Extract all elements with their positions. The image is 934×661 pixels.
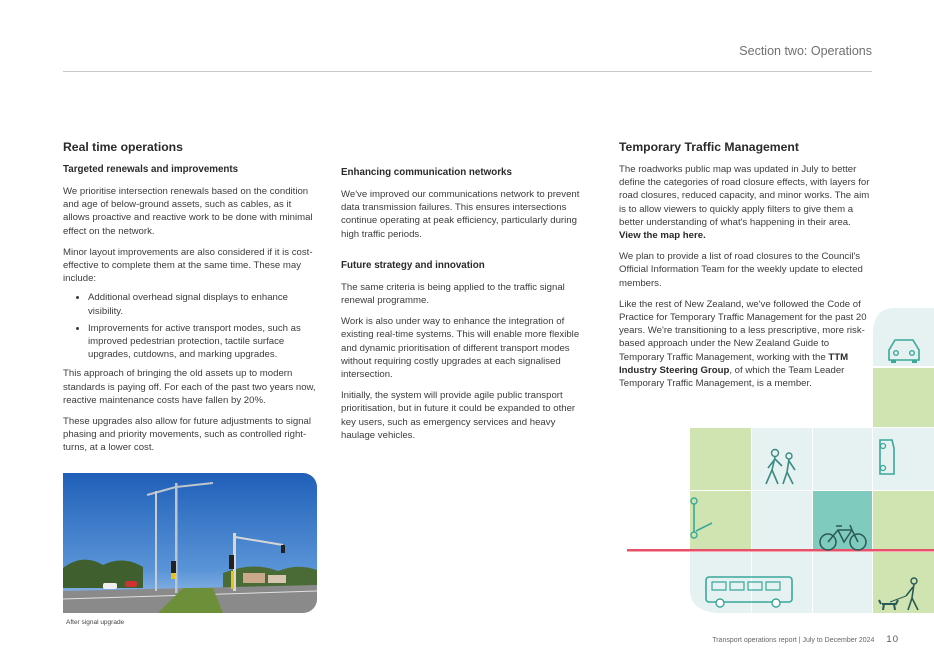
header-divider	[63, 71, 872, 72]
improvement-list	[63, 291, 317, 361]
real-time-operations-heading: Real time operations	[63, 140, 183, 154]
future-strategy-heading: Future strategy and innovation	[341, 259, 485, 271]
temporary-traffic-heading: Temporary Traffic Management	[619, 140, 799, 154]
scooter-icon	[688, 495, 718, 543]
view-map-link[interactable]: View the map here.	[619, 230, 706, 242]
column-communication	[341, 139, 591, 450]
transport-modes-graphic	[620, 300, 934, 620]
paragraph-text: The roadworks public map was updated in July to better define the categories of road closure effects, with layers for road closures, reduced capacity, and minor works. The aim is to allow viewers to quickly apply filters to give them a better understanding of what's happening in their area.	[619, 164, 870, 228]
paragraph: We prioritise intersection renewals based on the condition and age of below-ground assets, such as cables, as it allows proactive and reactive work to be done with minimal effect on the network.	[63, 186, 313, 237]
photo-caption: After signal upgrade	[66, 619, 125, 626]
paragraph: These upgrades also allow for future adjustments to signal phasing and priority movements, such as controlled right-turns, at a lower cost.	[63, 416, 311, 454]
column-real-time-operations	[63, 139, 317, 463]
communication-networks-heading: Enhancing communication networks	[341, 167, 512, 178]
paragraph: Initially, the system will provide agile public transport prioritisation, but in future it could be expanded to other key users, such as emergency services and heavy haulage vehicles.	[341, 390, 576, 441]
paragraph-text: , of which the Team Leader Temporary Traffic Management, is a member.	[619, 364, 845, 390]
page-number: 10	[886, 634, 899, 645]
column-spacer	[341, 139, 591, 166]
paragraph: Minor layout improvements are also considered if it is cost-effective to complete them at the same time. These may include:	[63, 246, 313, 285]
targeted-renewals-heading: Targeted renewals and improvements	[63, 164, 239, 175]
signal-upgrade-photo	[63, 473, 317, 613]
car-icon	[885, 336, 923, 364]
report-title: Transport operations report | July to December 2024	[712, 637, 875, 644]
section-header: Section two: Operations	[739, 44, 872, 58]
paragraph-text: Like the rest of New Zealand, we've followed the Code of Practice for Temporary Traffic Management for the past 20 years. We're transitioning to a less prescriptive, more risk-based approach under the New Zealand Guide to Temporary Traffic Management, working with the	[619, 298, 867, 363]
list-item: • Improvements for active transport modes, such as improved pedestrian protection, tactile surface upgrades, cutdowns, and marking upgrades.	[88, 322, 317, 362]
pedestrians-icon	[760, 448, 804, 488]
paragraph: Work is also under way to enhance the integration of existing real-time systems. This will enable more flexible and dynamic prioritisation of different transport modes without requiring costly upgrades at each signalised intersection.	[341, 316, 580, 381]
bicycle-icon	[818, 522, 868, 552]
dog-walker-icon	[878, 576, 928, 614]
list-item: • Additional overhead signal displays to enhance visibility.	[88, 291, 317, 317]
car-side-icon	[876, 434, 898, 482]
paragraph: We plan to provide a list of road closures to the Council's Official Information Team for the weekly update to elected members.	[619, 251, 863, 289]
ttm-group-name: TTM Industry Steering Group	[619, 351, 849, 376]
page-footer	[712, 634, 899, 645]
paragraph	[619, 163, 871, 242]
paragraph: We've improved our communications network to prevent data transmission failures. This ensures intersections continue operating at peak efficiency, particularly during high traffic periods.	[341, 189, 580, 240]
paragraph: The same criteria is being applied to the traffic signal renewal programme.	[341, 281, 565, 307]
bus-icon	[704, 574, 796, 610]
paragraph: This approach of bringing the old assets up to modern standards is paying off. For each of the past two years now, reactive maintenance costs have fallen by 20%.	[63, 368, 316, 406]
